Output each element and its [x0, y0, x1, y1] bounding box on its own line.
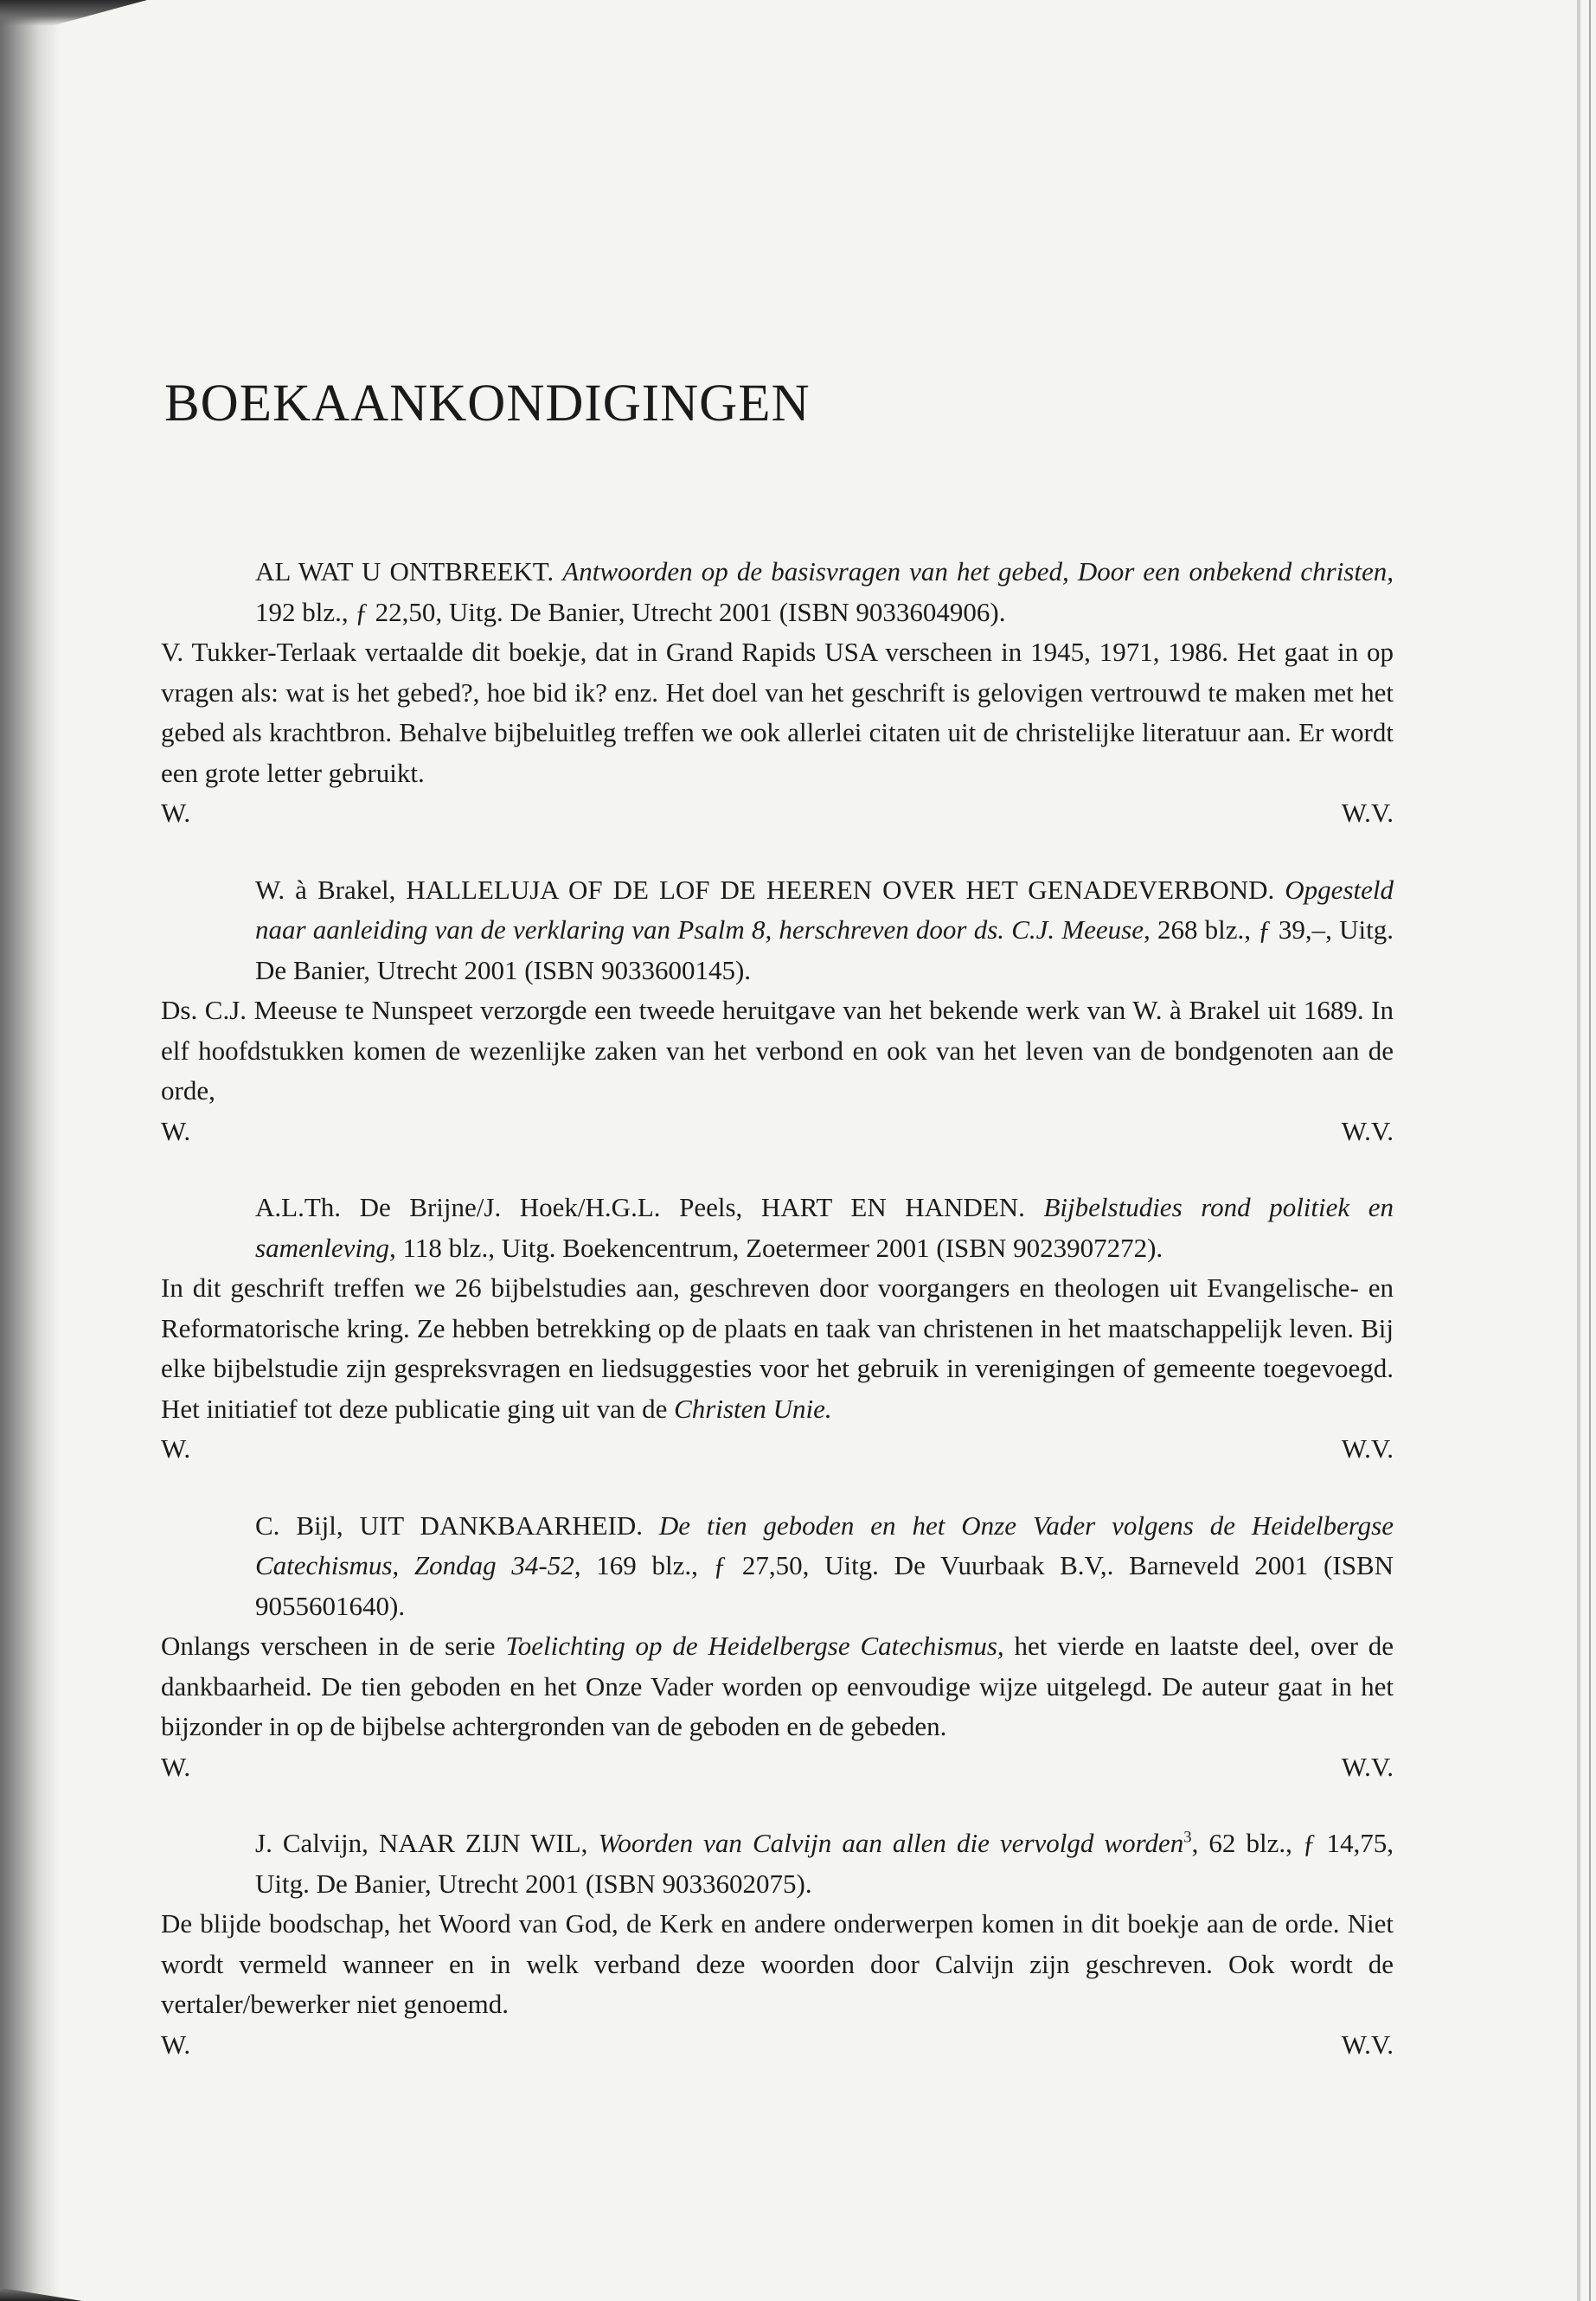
book-publication-info: 118 blz., Uitg. Boekencentrum, Zoetermeer 2001 (ISBN 9023907272).: [402, 1232, 1163, 1263]
scan-right-edge-line: [1589, 0, 1591, 2301]
scan-top-corner: [0, 0, 147, 26]
book-citation: [161, 552, 1394, 632]
announcement-entry: [161, 1506, 1394, 1788]
book-author-title: A.L.Th. De Brijne/J. Hoek/H.G.L. Peels, HART EN HANDEN.: [255, 1192, 1025, 1222]
signature-right: W.V.: [1341, 1751, 1394, 1782]
review-text: Ds. C.J. Meeuse te Nunspeet verzorgde een tweede heruitgave van het bekende werk van W. à Brakel uit 1689. In elf hoofdstukken komen de wezenlijke zaken van het verbond en ook van het leven van de bondgenoten aan de orde,: [161, 995, 1394, 1106]
announcement-entry: [161, 870, 1394, 1152]
book-citation: [161, 870, 1394, 991]
scan-right-edge: [1577, 0, 1580, 2301]
announcement-entry: [161, 1188, 1394, 1470]
signature-right: W.V.: [1341, 1433, 1394, 1464]
signature-left: W.: [161, 1433, 191, 1464]
book-subtitle: Antwoorden op de basisvragen van het gebed, Door een onbekend christen,: [562, 556, 1394, 586]
scan-left-shadow: [0, 0, 61, 2301]
signature-left: W.: [161, 798, 191, 828]
signature-line: [161, 1112, 1394, 1152]
book-author-title: W. à Brakel, HALLELUJA OF DE LOF DE HEEREN OVER HET GENADEVERBOND.: [255, 874, 1275, 905]
announcement-entry: [161, 1823, 1394, 2065]
book-subtitle: Bijbelstudies rond politiek en samenleving,: [255, 1192, 1394, 1263]
announcement-list: [161, 552, 1394, 2101]
book-subtitle: De tien geboden en het Onze Vader volgens de Heidelbergse Catechismus, Zondag 34-52,: [255, 1509, 1394, 1580]
signature-left: W.: [161, 1751, 191, 1782]
book-publication-info: 169 blz., ƒ 27,50, Uitg. De Vuurbaak B.V,. Barneveld 2001 (ISBN 9055601640).: [255, 1550, 1394, 1621]
signature-line: [161, 2025, 1394, 2066]
review-text-main: In dit geschrift treffen we 26 bijbelstudies aan, geschreven door voorgangers en theologen uit Evangelische- en Reformatorische kring. Ze hebben betrekking op de plaats en taak van christenen in het maatschappelijk leven. Bij elke bijbelstudie zijn gespreksvragen en liedsuggesties voor het gebruik in verenigingen of gemeente toegevoegd. Het initiatief tot deze publicatie ging uit van de: [161, 1272, 1394, 1424]
book-author-title: C. Bijl, UIT DANKBAARHEID.: [255, 1509, 643, 1541]
signature-line: [161, 1429, 1394, 1470]
book-author-title: AL WAT U ONTBREEKT.: [255, 556, 554, 586]
review-text-continued: het vierde en laatste deel, over de dankbaarheid. De tien geboden en het Onze Vader worden op eenvoudige wijze uitgelegd. De auteur gaat in het bijzonder in op de bijbelse achtergronden van de geboden en de gebeden.: [161, 1631, 1394, 1741]
book-subtitle: Woorden van Calvijn aan allen die vervolgd worden: [598, 1828, 1184, 1858]
review-text-italic: Toelichting op de Heidelbergse Catechismus,: [505, 1631, 1004, 1661]
book-publication-info: , 62 blz., ƒ 14,75, Uitg. De Banier, Utrecht 2001 (ISBN 9033602075).: [255, 1828, 1394, 1899]
signature-left: W.: [161, 1115, 191, 1146]
review-text: [161, 1626, 1394, 1747]
review-text-italic: Christen Unie.: [674, 1393, 832, 1424]
footnote-marker: 3: [1183, 1828, 1192, 1847]
signature-line: [161, 1747, 1394, 1788]
signature-left: W.: [161, 2029, 191, 2060]
review-text: De blijde boodschap, het Woord van God, de Kerk en andere onderwerpen komen in dit boekje aan de orde. Niet wordt vermeld wanneer en in welk verband deze woorden door Calvijn zijn geschreven. Ook wordt de vertaler/bewerker niet genoemd.: [161, 1908, 1394, 2019]
signature-right: W.V.: [1341, 2029, 1394, 2060]
book-author-title: J. Calvijn, NAAR ZIJN WIL,: [255, 1828, 588, 1858]
book-citation: [161, 1823, 1394, 1904]
book-subtitle: Opgesteld naar aanleiding van de verklaring van Psalm 8, herschreven door ds. C.J. Meeuse,: [255, 874, 1394, 945]
book-citation: [161, 1506, 1394, 1627]
page-title: BOEKAANKONDIGINGEN: [164, 375, 811, 433]
announcement-entry: [161, 552, 1394, 834]
review-text: V. Tukker-Terlaak vertaalde dit boekje, dat in Grand Rapids USA verscheen in 1945, 1971, 1986. Het gaat in op vragen als: wat is het gebed?, hoe bid ik? enz. Het doel van het geschrift is gelovigen vertrouwd te maken met het gebed als krachtbron. Behalve bijbeluitleg treffen we ook allerlei citaten uit de christelijke literatuur aan. Er wordt een grote letter gebruikt.: [161, 637, 1394, 788]
review-text: [161, 1268, 1394, 1429]
book-publication-info: 268 blz., ƒ 39,–, Uitg. De Banier, Utrecht 2001 (ISBN 9033600145).: [255, 914, 1394, 985]
review-text-main: Onlangs verscheen in de serie: [161, 1631, 496, 1661]
book-citation: [161, 1188, 1394, 1268]
book-publication-info: 192 blz., ƒ 22,50, Uitg. De Banier, Utrecht 2001 (ISBN 9033604906).: [255, 596, 1006, 627]
signature-right: W.V.: [1341, 1115, 1394, 1146]
signature-line: [161, 793, 1394, 834]
signature-right: W.V.: [1341, 798, 1394, 828]
